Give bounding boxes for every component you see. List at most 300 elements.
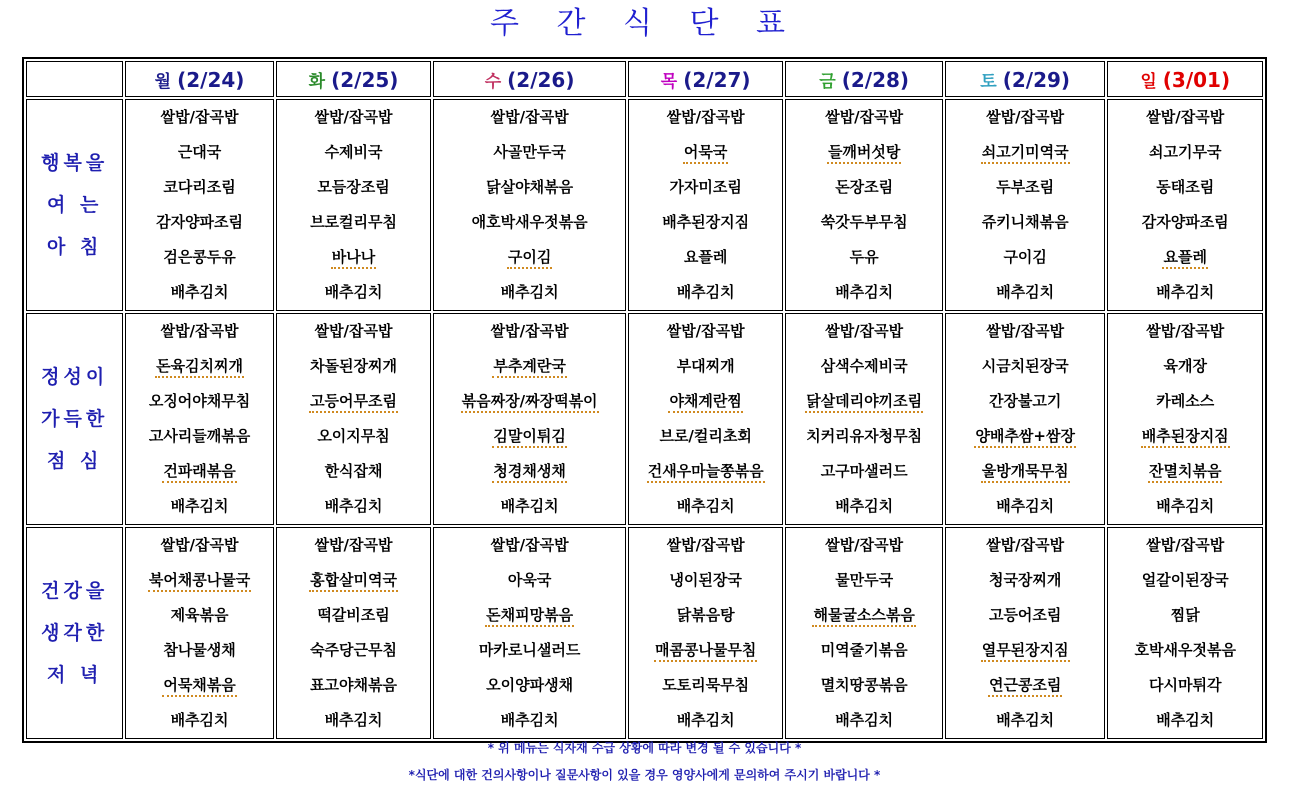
menu-item xyxy=(946,275,1105,310)
meal-name-line: 아 침 xyxy=(46,236,103,258)
menu-item-text: 북어채콩나물국 xyxy=(148,571,251,592)
corner-cell xyxy=(26,61,123,97)
day-header-sunday xyxy=(1107,61,1263,97)
day-char: 금 xyxy=(819,71,836,92)
day-header xyxy=(433,61,626,97)
menu-item xyxy=(629,668,783,703)
menu-item xyxy=(126,703,272,738)
menu-item-text: 배추김치 xyxy=(324,497,383,515)
menu-item xyxy=(946,563,1105,598)
menu-item xyxy=(277,528,431,563)
menu-item-text: 쌀밥/잡곡밥 xyxy=(160,322,239,340)
menu-item xyxy=(629,563,783,598)
menu-cell xyxy=(1107,527,1263,739)
menu-item xyxy=(277,240,431,275)
menu-item-text: 시금치된장국 xyxy=(981,357,1069,375)
menu-item xyxy=(1108,275,1262,310)
menu-item xyxy=(126,419,272,454)
menu-item xyxy=(786,489,942,524)
menu-item-text: 감자양파조림 xyxy=(1141,213,1229,231)
menu-item-text: 쥬키니채볶음 xyxy=(981,213,1069,231)
menu-item xyxy=(277,598,431,633)
menu-item xyxy=(786,349,942,384)
menu-item-text: 배추김치 xyxy=(835,711,894,729)
menu-item-text: 쌀밥/잡곡밥 xyxy=(1146,536,1225,554)
menu-item-text: 물만두국 xyxy=(835,571,894,589)
menu-item xyxy=(277,384,431,419)
menu-item xyxy=(277,419,431,454)
menu-item xyxy=(277,314,431,349)
menu-item-text: 쌀밥/잡곡밥 xyxy=(1146,322,1225,340)
menu-item-text: 배추김치 xyxy=(500,711,559,729)
menu-item-text: 쌀밥/잡곡밥 xyxy=(986,536,1065,554)
menu-item-text: 쌀밥/잡곡밥 xyxy=(986,108,1065,126)
menu-item-text: 카레소스 xyxy=(1156,392,1215,410)
menu-item-text: 배추김치 xyxy=(500,283,559,301)
menu-item xyxy=(277,349,431,384)
menu-item-text: 삼색수제비국 xyxy=(820,357,908,375)
menu-item xyxy=(434,598,625,633)
menu-cell xyxy=(785,99,943,311)
menu-item xyxy=(434,240,625,275)
menu-item xyxy=(946,419,1105,454)
day-char: 일 xyxy=(1140,71,1157,92)
menu-item-text: 돈장조림 xyxy=(835,178,894,196)
menu-item-text: 쌀밥/잡곡밥 xyxy=(666,108,745,126)
menu-item xyxy=(126,240,272,275)
menu-item xyxy=(126,489,272,524)
menu-item xyxy=(126,275,272,310)
menu-cell xyxy=(433,527,626,739)
menu-item xyxy=(434,100,625,135)
menu-item xyxy=(277,454,431,489)
menu-cell xyxy=(945,527,1106,739)
menu-item xyxy=(946,703,1105,738)
menu-item xyxy=(629,100,783,135)
day-char: 토 xyxy=(980,71,997,92)
meal-name-line: 생각한 xyxy=(41,622,109,644)
menu-item xyxy=(1108,668,1262,703)
day-header xyxy=(276,61,432,97)
menu-item-text: 미역줄기볶음 xyxy=(820,641,908,659)
meal-row xyxy=(26,527,1263,739)
menu-item-text: 닭살야채볶음 xyxy=(486,178,574,196)
menu-item xyxy=(126,454,272,489)
menu-item-text: 구이김 xyxy=(507,248,552,269)
menu-item-text: 쌀밥/잡곡밥 xyxy=(314,108,393,126)
menu-item xyxy=(1108,528,1262,563)
menu-item-text: 열무된장지짐 xyxy=(981,641,1070,662)
menu-item-text: 배추김치 xyxy=(1156,283,1215,301)
menu-item-text: 배추김치 xyxy=(676,497,735,515)
menu-item xyxy=(629,314,783,349)
day-char: 화 xyxy=(308,71,326,92)
menu-item xyxy=(434,205,625,240)
menu-item xyxy=(126,205,272,240)
menu-item-text: 구이김 xyxy=(1003,248,1047,266)
menu-item-text: 육개장 xyxy=(1163,357,1207,375)
menu-item-text: 쌀밥/잡곡밥 xyxy=(314,536,393,554)
menu-item-text: 해물굴소스볶음 xyxy=(812,606,915,627)
menu-item xyxy=(946,349,1105,384)
meal-name xyxy=(26,99,123,311)
menu-item xyxy=(629,275,783,310)
menu-item-text: 쌀밥/잡곡밥 xyxy=(825,536,904,554)
menu-item-text: 닭볶음탕 xyxy=(676,606,735,624)
menu-item-text: 차돌된장찌개 xyxy=(310,357,398,375)
menu-item-text: 닭살데리야끼조림 xyxy=(805,392,923,413)
day-date: (2/26) xyxy=(507,67,575,92)
menu-item xyxy=(1108,384,1262,419)
menu-item-text: 브로컬리무침 xyxy=(310,213,398,231)
menu-item xyxy=(434,454,625,489)
menu-item xyxy=(434,349,625,384)
menu-item-text: 쌀밥/잡곡밥 xyxy=(490,536,569,554)
menu-item xyxy=(629,205,783,240)
menu-item xyxy=(786,703,942,738)
menu-item xyxy=(1108,419,1262,454)
menu-item-text: 쌀밥/잡곡밥 xyxy=(160,536,239,554)
menu-item xyxy=(126,314,272,349)
menu-item xyxy=(126,349,272,384)
meal-name xyxy=(26,527,123,739)
menu-item xyxy=(277,275,431,310)
menu-item xyxy=(786,384,942,419)
menu-cell xyxy=(785,527,943,739)
menu-item xyxy=(629,489,783,524)
menu-item xyxy=(629,349,783,384)
menu-item-text: 근대국 xyxy=(177,143,222,161)
menu-item-text: 야채계란찜 xyxy=(668,392,742,413)
menu-item-text: 멸치땅콩볶음 xyxy=(820,676,908,694)
day-char: 목 xyxy=(660,71,678,92)
menu-item xyxy=(1108,703,1262,738)
menu-item-text: 고등어조림 xyxy=(988,606,1062,624)
menu-item xyxy=(126,598,272,633)
day-header xyxy=(945,61,1106,97)
menu-item-text: 매콤콩나물무침 xyxy=(654,641,757,662)
menu-item-text: 배추김치 xyxy=(324,711,383,729)
meal-row xyxy=(26,99,1263,311)
menu-cell xyxy=(628,99,784,311)
menu-cell xyxy=(276,313,432,525)
menu-item xyxy=(786,275,942,310)
menu-cell xyxy=(1107,313,1263,525)
menu-item xyxy=(277,100,431,135)
menu-item xyxy=(786,170,942,205)
menu-item-text: 들깨버섯탕 xyxy=(827,143,901,164)
menu-cell xyxy=(628,313,784,525)
menu-item-text: 쌀밥/잡곡밥 xyxy=(160,108,239,126)
meal-name-line: 저 녁 xyxy=(46,664,103,686)
menu-item-text: 떡갈비조림 xyxy=(317,606,390,624)
menu-item-text: 치커리유자청무침 xyxy=(806,427,923,445)
menu-item xyxy=(786,563,942,598)
menu-item xyxy=(786,419,942,454)
meal-name-line: 행복을 xyxy=(41,152,109,174)
meal-name-line: 여 는 xyxy=(46,194,103,216)
menu-item-text: 동태조림 xyxy=(1156,178,1215,196)
meal-name-line: 점 심 xyxy=(46,450,103,472)
menu-item-text: 두부조림 xyxy=(996,178,1055,196)
menu-item xyxy=(946,135,1105,170)
menu-item xyxy=(126,135,272,170)
menu-item-text: 오이양파생채 xyxy=(486,676,574,694)
menu-item-text: 배추김치 xyxy=(676,711,735,729)
menu-item xyxy=(946,668,1105,703)
menu-item xyxy=(946,489,1105,524)
menu-item-text: 부추계란국 xyxy=(492,357,566,378)
menu-item-text: 마카로니샐러드 xyxy=(478,641,581,659)
day-char: 수 xyxy=(484,71,502,92)
menu-item-text: 간장불고기 xyxy=(988,392,1062,410)
menu-item xyxy=(434,489,625,524)
menu-item-text: 연근콩조림 xyxy=(988,676,1062,697)
menu-item-text: 배추김치 xyxy=(835,497,894,515)
menu-item xyxy=(946,454,1105,489)
menu-item-text: 배추김치 xyxy=(324,283,383,301)
menu-item-text: 바나나 xyxy=(331,248,376,269)
menu-item xyxy=(434,633,625,668)
menu-item xyxy=(629,528,783,563)
menu-item-text: 감자양파조림 xyxy=(156,213,244,231)
weekly-menu-table xyxy=(22,57,1267,743)
menu-item-text: 애호박새우젓볶음 xyxy=(471,213,588,231)
menu-item-text: 다시마튀각 xyxy=(1148,676,1222,694)
menu-item-text: 건새우마늘쫑볶음 xyxy=(647,462,765,483)
menu-item xyxy=(1108,205,1262,240)
menu-item xyxy=(786,205,942,240)
menu-item-text: 청경채생채 xyxy=(492,462,566,483)
menu-item-text: 배추김치 xyxy=(170,497,229,515)
menu-item xyxy=(786,598,942,633)
menu-item-text: 배추김치 xyxy=(996,283,1055,301)
menu-item-text: 배추김치 xyxy=(676,283,735,301)
menu-cell xyxy=(125,527,273,739)
menu-item-text: 브로/컬리초회 xyxy=(659,427,752,445)
menu-item-text: 배추된장지짐 xyxy=(1141,427,1230,448)
menu-item-text: 볶음짜장/짜장떡볶이 xyxy=(461,392,599,413)
menu-item xyxy=(629,454,783,489)
menu-item-text: 쌀밥/잡곡밥 xyxy=(314,322,393,340)
menu-item xyxy=(434,668,625,703)
menu-item xyxy=(629,240,783,275)
menu-item-text: 쌀밥/잡곡밥 xyxy=(825,322,904,340)
menu-item-text: 코다리조림 xyxy=(163,178,236,196)
menu-cell xyxy=(276,527,432,739)
day-date: (2/24) xyxy=(177,67,245,92)
menu-change-notice: * 위 메뉴는 식자재 수급 상황에 따라 변경 될 수 있습니다 * xyxy=(487,741,802,755)
menu-item xyxy=(1108,135,1262,170)
menu-item xyxy=(277,703,431,738)
menu-item xyxy=(434,314,625,349)
menu-item-text: 고구마샐러드 xyxy=(820,462,908,480)
menu-item xyxy=(946,384,1105,419)
menu-item-text: 쌀밥/잡곡밥 xyxy=(490,322,569,340)
menu-item-text: 오징어야채무침 xyxy=(148,392,251,410)
menu-item xyxy=(434,419,625,454)
menu-item-text: 돈채피망볶음 xyxy=(485,606,574,627)
menu-item xyxy=(126,384,272,419)
menu-item xyxy=(1108,314,1262,349)
meal-name-line: 정성이 xyxy=(41,366,109,388)
menu-item-text: 배추김치 xyxy=(500,497,559,515)
menu-item xyxy=(277,135,431,170)
menu-item xyxy=(946,633,1105,668)
menu-item xyxy=(434,563,625,598)
menu-item-text: 쌀밥/잡곡밥 xyxy=(986,322,1065,340)
menu-item-text: 쌀밥/잡곡밥 xyxy=(1146,108,1225,126)
day-header xyxy=(628,61,784,97)
menu-item-text: 배추김치 xyxy=(170,711,229,729)
menu-item xyxy=(126,668,272,703)
menu-item xyxy=(946,528,1105,563)
day-header xyxy=(125,61,273,97)
menu-item-text: 배추김치 xyxy=(1156,711,1215,729)
menu-item xyxy=(946,205,1105,240)
menu-item xyxy=(946,598,1105,633)
meal-name-line: 건강을 xyxy=(41,580,109,602)
day-date: (2/27) xyxy=(683,67,751,92)
menu-item xyxy=(946,170,1105,205)
menu-item-text: 배추김치 xyxy=(996,711,1055,729)
menu-item-text: 배추김치 xyxy=(170,283,229,301)
menu-cell xyxy=(125,313,273,525)
menu-item-text: 양배추쌈+쌈장 xyxy=(974,427,1076,448)
menu-item xyxy=(126,633,272,668)
menu-item-text: 돈육김치찌개 xyxy=(155,357,244,378)
day-char: 월 xyxy=(154,71,172,92)
menu-item xyxy=(1108,349,1262,384)
menu-item-text: 모듬장조림 xyxy=(317,178,390,196)
menu-item xyxy=(1108,489,1262,524)
menu-item xyxy=(786,633,942,668)
day-date: (3/01) xyxy=(1162,67,1231,92)
menu-item xyxy=(126,528,272,563)
menu-cell xyxy=(125,99,273,311)
menu-item xyxy=(786,668,942,703)
menu-item-text: 청국장찌개 xyxy=(988,571,1062,589)
menu-item-text: 표고야채볶음 xyxy=(310,676,398,694)
meal-name-line: 가득한 xyxy=(41,408,109,430)
day-header xyxy=(785,61,943,97)
menu-item-text: 오이지무침 xyxy=(317,427,390,445)
menu-item xyxy=(1108,454,1262,489)
menu-item xyxy=(946,314,1105,349)
menu-item xyxy=(629,633,783,668)
menu-item-text: 냉이된장국 xyxy=(669,571,742,589)
menu-cell xyxy=(945,313,1106,525)
menu-item xyxy=(126,563,272,598)
menu-item-text: 한식잡채 xyxy=(324,462,383,480)
menu-item-text: 찜닭 xyxy=(1170,606,1200,624)
menu-item-text: 쌀밥/잡곡밥 xyxy=(825,108,904,126)
menu-item-text: 숙주당근무침 xyxy=(310,641,398,659)
menu-item-text: 어묵채볶음 xyxy=(162,676,236,697)
menu-item xyxy=(277,170,431,205)
menu-item-text: 쑥갓두부무침 xyxy=(820,213,908,231)
menu-item xyxy=(629,170,783,205)
menu-item-text: 쇠고기무국 xyxy=(1148,143,1222,161)
menu-item-text: 수제비국 xyxy=(324,143,383,161)
menu-item-text: 배추김치 xyxy=(996,497,1055,515)
menu-item-text: 제육볶음 xyxy=(170,606,229,624)
menu-item xyxy=(277,633,431,668)
menu-item xyxy=(629,598,783,633)
menu-item xyxy=(1108,240,1262,275)
menu-item xyxy=(126,170,272,205)
menu-item xyxy=(786,314,942,349)
menu-item xyxy=(277,668,431,703)
menu-item-text: 김말이튀김 xyxy=(492,427,566,448)
menu-item xyxy=(434,170,625,205)
menu-item xyxy=(277,563,431,598)
menu-item xyxy=(434,275,625,310)
day-header-row xyxy=(26,61,1263,97)
menu-item xyxy=(629,703,783,738)
menu-item-text: 요플레 xyxy=(1162,248,1207,269)
menu-item xyxy=(786,240,942,275)
menu-item-text: 배추김치 xyxy=(1156,497,1215,515)
menu-item-text: 잔멸치볶음 xyxy=(1148,462,1222,483)
menu-item xyxy=(277,489,431,524)
menu-cell xyxy=(628,527,784,739)
menu-item-text: 고등어무조림 xyxy=(309,392,398,413)
menu-item xyxy=(786,135,942,170)
menu-cell xyxy=(433,313,626,525)
menu-item-text: 사골만두국 xyxy=(493,143,566,161)
menu-item-text: 가자미조림 xyxy=(669,178,742,196)
menu-item-text: 도토리묵무침 xyxy=(662,676,750,694)
menu-item-text: 고사리들깨볶음 xyxy=(148,427,251,445)
menu-item-text: 아욱국 xyxy=(507,571,552,589)
menu-item-text: 요플레 xyxy=(683,248,728,266)
menu-item xyxy=(786,454,942,489)
menu-item-text: 울방개묵무침 xyxy=(981,462,1070,483)
meal-name xyxy=(26,313,123,525)
menu-item xyxy=(786,100,942,135)
menu-item xyxy=(629,135,783,170)
menu-item-text: 쌀밥/잡곡밥 xyxy=(666,536,745,554)
menu-item-text: 쌀밥/잡곡밥 xyxy=(490,108,569,126)
menu-item xyxy=(434,528,625,563)
menu-item xyxy=(1108,598,1262,633)
menu-item xyxy=(434,703,625,738)
menu-item xyxy=(786,528,942,563)
menu-item-text: 쇠고기미역국 xyxy=(981,143,1070,164)
menu-item-text: 배추된장지짐 xyxy=(662,213,750,231)
menu-cell xyxy=(1107,99,1263,311)
page-title: 주 간 식 단 표 xyxy=(489,6,800,41)
day-date: (2/29) xyxy=(1002,67,1071,92)
menu-item-text: 부대찌개 xyxy=(676,357,735,375)
menu-item-text: 쌀밥/잡곡밥 xyxy=(666,322,745,340)
menu-item xyxy=(1108,100,1262,135)
menu-item xyxy=(1108,563,1262,598)
menu-item-text: 홍합살미역국 xyxy=(309,571,398,592)
menu-item xyxy=(1108,170,1262,205)
inquiry-notice: *식단에 대한 건의사항이나 질문사항이 있을 경우 영양사에게 문의하여 주시기 바랍니다 * xyxy=(408,768,881,782)
menu-cell xyxy=(433,99,626,311)
day-date: (2/28) xyxy=(841,67,910,92)
menu-item-text: 어묵국 xyxy=(683,143,728,164)
meal-row xyxy=(26,313,1263,525)
menu-item xyxy=(277,205,431,240)
menu-item-text: 배추김치 xyxy=(835,283,894,301)
menu-item-text: 얼갈이된장국 xyxy=(1141,571,1229,589)
menu-item xyxy=(946,240,1105,275)
menu-cell xyxy=(785,313,943,525)
